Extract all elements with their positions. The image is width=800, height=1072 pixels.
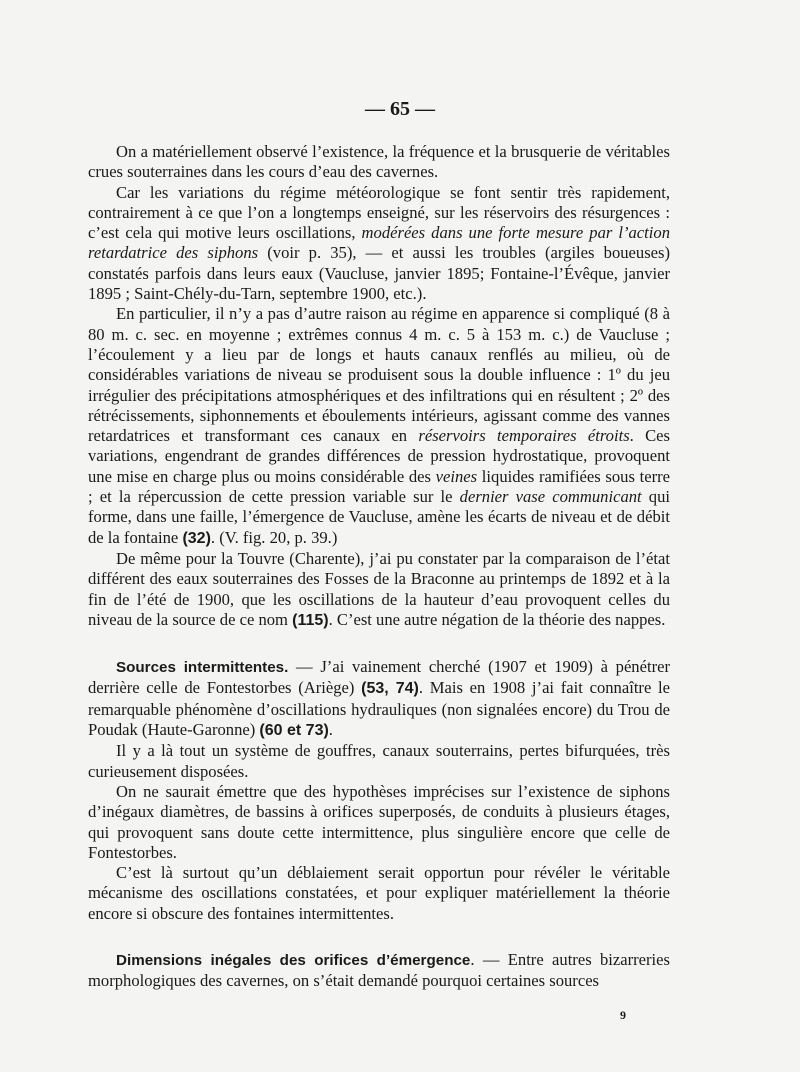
text-run: De même pour la Touvre (Charente), j’ai pu constater par la comparaison de l’état différent des eaux souterraines des Fosses de la Braconne au printemps de 1892 et à la fin de l’été de 1900, que les oscillations de la hauteur d’eau provoquent celles du niveau de la source de ce nom <box>88 548 670 629</box>
section-paragraph <box>88 657 670 741</box>
section-heading: Dimensions inégales des orifices d’émergence <box>116 951 471 969</box>
paragraph <box>88 304 670 549</box>
italic-text: dernier vase communicant <box>459 487 642 507</box>
text-run: On ne saurait émettre que des hypothèses imprécises sur l’existence de siphons d’inégaux diamètres, de bassins à orifices superposés, de conduits à plusieurs étages, qui provoquent sans doute cette intermittence, plus singulière encore que celle de Fontestorbes. <box>88 781 670 862</box>
section-heading: Sources intermittentes. <box>116 659 289 677</box>
italic-text: veines <box>435 466 478 486</box>
text-run: (voir p. 35), — et aussi les troubles (argiles boueuses) constatés parfois dans leurs eaux (Vaucluse, janvier 1895; Fontaine-l’Évêque, janvier 1895 ; Saint-Chély-du-Tarn, septembre 1900, etc.). <box>88 243 670 304</box>
text-run: liquides ramifiées sous terre ; et la répercussion de cette pression variable sur le <box>88 466 670 507</box>
text-run: En particulier, il n’y a pas d’autre raison au régime en apparence si compliqué (8 à 80 m. c. sec. en moyenne ; extrêmes connus 4 m. c. 5 à 153 m. c.) de Vaucluse ; l’écoulement y a lieu par de longs et hauts canaux renflés au milieu, où de considérables variations de niveau se produisent sous la double influence : 1º du jeu irrégulier des précipitations atmosphériques et des infiltrations qui en résultent ; 2º des rétrécissements, siphonnements et éboulements intérieurs, agissant comme des vannes retardatrices et transformant ces canaux en <box>88 304 670 446</box>
text-run: . C’est une autre négation de la théorie des nappes. <box>328 609 666 629</box>
paragraph <box>88 782 670 863</box>
reference-number: (115) <box>292 611 329 629</box>
paragraph <box>88 183 670 305</box>
text-run: . Mais en 1908 j’ai fait connaître le remarquable phénomène d’oscillations hydrauliques (non signalées encore) du Trou de Poudak (Haute-Garonne) <box>88 678 671 740</box>
text-run: . — Entre autres bizarreries morphologiques des cavernes, on s’était demandé pourquoi certaines sources <box>88 949 670 991</box>
reference-number: (53, 74) <box>361 680 419 698</box>
italic-text: réservoirs temporaires étroits <box>418 426 630 446</box>
text-run: Il y a là tout un système de gouffres, canaux souterrains, pertes bifurquées, très curieusement disposées. <box>88 741 670 781</box>
reference-number: (32) <box>182 529 211 547</box>
text-run: On a matériellement observé l’existence, la fréquence et la brusquerie de véritables crues souterraines dans les cours d’eau des cavernes. <box>88 142 670 182</box>
paragraph <box>88 549 670 631</box>
signature-mark: 9 <box>620 1008 626 1022</box>
section-paragraph <box>88 950 670 992</box>
section-spacer <box>88 631 670 657</box>
page-number: — 65 — <box>365 98 435 120</box>
italic-text: modérées dans une forte mesure par l’action retardatrice des siphons <box>88 223 670 263</box>
paragraph <box>88 741 670 782</box>
text-run: qui forme, dans une faille, l’émergence de Vaucluse, amène les écarts de niveau et de débit de la fontaine <box>88 487 670 547</box>
text-run: Car les variations du régime météorologique se font sentir très rapidement, contrairement à ce que l’on a longtemps enseigné, sur les réservoirs des résurgences : c’est cela qui motive leurs oscillations, <box>88 182 670 243</box>
body-text <box>88 142 670 992</box>
section-spacer <box>88 924 670 950</box>
paragraph <box>88 142 670 183</box>
text-run: . <box>328 720 333 740</box>
text-run: C’est là surtout qu’un déblaiement serait opportun pour révéler le véritable mécanisme des oscillations constatées, et pour expliquer matériellement la théorie encore si obscure des fontaines intermittentes. <box>88 863 670 923</box>
text-run: . (V. fig. 20, p. 39.) <box>210 527 338 547</box>
paragraph <box>88 863 670 924</box>
text-run: — J’ai vainement cherché (1907 et 1909) à pénétrer derrière celle de Fontestorbes (Ariège) <box>88 657 670 698</box>
text-run: . Ces variations, engendrant de grandes différences de pression hydrostatique, provoquent une mise en charge plus ou moins considérable des <box>88 426 670 486</box>
reference-number: (60 et 73) <box>259 722 329 740</box>
